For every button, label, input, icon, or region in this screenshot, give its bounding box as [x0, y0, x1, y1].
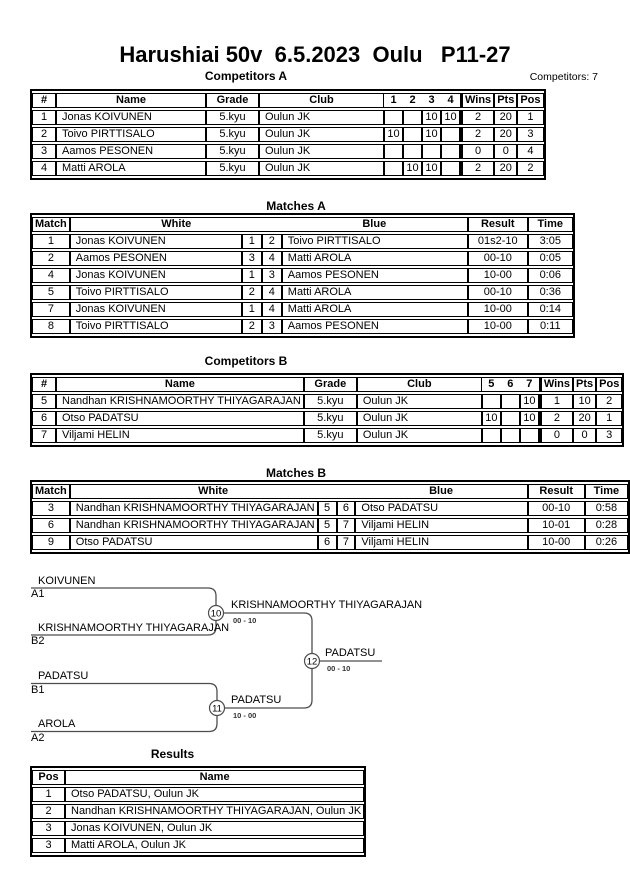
col-3: 3: [422, 93, 441, 108]
result-cell: 10: [520, 394, 539, 409]
result-pos: 3: [32, 821, 65, 836]
table-row: [32, 302, 573, 317]
matches-b-table: [30, 480, 630, 554]
col-pts: Pts: [573, 377, 596, 392]
col-pos: Pos: [517, 93, 543, 108]
col-name: Name: [56, 93, 206, 108]
result-name: Otso PADATSU, Oulun JK: [65, 787, 364, 802]
blue-name: Toivo PIRTTISALO: [282, 234, 468, 249]
competitor-number: 3: [32, 144, 56, 159]
pts-cell: 20: [573, 411, 596, 426]
table-row: [32, 838, 364, 853]
competitor-club: Oulun JK: [259, 127, 384, 142]
result-cell: 10: [422, 127, 441, 142]
pos-cell: 2: [517, 161, 543, 176]
pts-cell: 0: [573, 428, 596, 443]
match-score: 10 - 00: [233, 711, 257, 720]
match-number: 12: [306, 656, 318, 668]
competitor-grade: 5.kyu: [304, 428, 357, 443]
white-name: Jonas KOIVUNEN: [70, 234, 242, 249]
result-cell: 10: [441, 110, 460, 125]
pts-cell: 20: [494, 110, 517, 125]
blue-name: Aamos PESONEN: [282, 268, 468, 283]
white-name: Jonas KOIVUNEN: [70, 268, 242, 283]
competitors-count: Competitors: 7: [529, 71, 598, 83]
white-name: Toivo PIRTTISALO: [70, 319, 242, 334]
result-cell: 10: [384, 127, 403, 142]
match-number: 7: [32, 302, 70, 317]
wins-cell: 2: [460, 161, 494, 176]
blue-name: Viljami HELIN: [355, 535, 527, 550]
white-seed: 2: [242, 285, 262, 300]
blue-seed: 6: [337, 501, 356, 516]
table-row: [32, 127, 544, 142]
blue-name: Matti AROLA: [282, 302, 468, 317]
winner-name: KRISHNAMOORTHY THIYAGARAJAN: [231, 599, 423, 611]
result-pos: 2: [32, 804, 65, 819]
competitor-name: Aamos PESONEN: [56, 144, 206, 159]
pos-cell: 1: [517, 110, 543, 125]
competitors-b-table: [30, 373, 624, 447]
competitor-name: Toivo PIRTTISALO: [56, 127, 206, 142]
blue-name: Otso PADATSU: [355, 501, 527, 516]
white-name: Nandhan KRISHNAMOORTHY THIYAGARAJAN: [70, 518, 318, 533]
table-row: [32, 787, 364, 802]
competitor-number: 5: [32, 394, 56, 409]
col-name: Name: [56, 377, 304, 392]
match-result: 10-01: [528, 518, 585, 533]
col-pos: Pos: [596, 377, 622, 392]
elimination-bracket: [0, 566, 630, 752]
competitor-name: Viljami HELIN: [56, 428, 304, 443]
white-seed: 6: [318, 535, 337, 550]
white-seed: 1: [242, 268, 262, 283]
blue-seed: 4: [262, 302, 282, 317]
col-4: 4: [441, 93, 460, 108]
white-name: Toivo PIRTTISALO: [70, 285, 242, 300]
results-table: [30, 766, 366, 857]
table-row: [32, 319, 573, 334]
col-club: Club: [357, 377, 482, 392]
white-seed: 5: [318, 518, 337, 533]
result-cell: [384, 144, 403, 159]
col-blue: Blue: [355, 484, 527, 499]
header-row: [32, 377, 622, 392]
header-row: [32, 770, 364, 785]
match-time: 3:05: [528, 234, 573, 249]
result-cell: [384, 161, 403, 176]
table-row: [32, 110, 544, 125]
competitor-club: Oulun JK: [357, 428, 482, 443]
match-result: 01s2-10: [468, 234, 528, 249]
col-7: 7: [520, 377, 539, 392]
blue-seed: 3: [262, 319, 282, 334]
col-1: 1: [384, 93, 403, 108]
match-time: 0:06: [528, 268, 573, 283]
seed-tag: A2: [31, 732, 45, 744]
white-name: Jonas KOIVUNEN: [70, 302, 242, 317]
white-seed: 1: [242, 302, 262, 317]
white-seed: 3: [242, 251, 262, 266]
competitors-a-title: Competitors A: [204, 69, 288, 83]
pos-cell: 3: [517, 127, 543, 142]
match-result: 10-00: [528, 535, 585, 550]
col-grade: Grade: [206, 93, 259, 108]
seed-name: PADATSU: [38, 670, 89, 682]
result-cell: [422, 144, 441, 159]
result-cell: [441, 127, 460, 142]
col-wins: Wins: [539, 377, 573, 392]
match-number: 4: [32, 268, 70, 283]
header-row: [32, 217, 573, 232]
result-cell: 10: [422, 161, 441, 176]
page-title: Harushiai 50v 6.5.2023 Oulu P11-27: [119, 42, 511, 67]
match-time: 0:28: [585, 518, 628, 533]
match-result: 00-10: [468, 251, 528, 266]
competitor-name: Nandhan KRISHNAMOORTHY THIYAGARAJAN: [56, 394, 304, 409]
competitor-club: Oulun JK: [357, 411, 482, 426]
match-number: 6: [32, 518, 70, 533]
result-cell: [384, 110, 403, 125]
pts-cell: 0: [494, 144, 517, 159]
match-result: 00-10: [528, 501, 585, 516]
match-result: 00-10: [468, 285, 528, 300]
bracket-line-winner-1: [216, 613, 312, 661]
competitor-number: 2: [32, 127, 56, 142]
pts-cell: 20: [494, 161, 517, 176]
col-time: Time: [585, 484, 628, 499]
competitor-grade: 5.kyu: [206, 110, 259, 125]
winner-name: PADATSU: [325, 647, 376, 659]
pts-cell: 10: [573, 394, 596, 409]
results-title: Results: [150, 747, 195, 761]
blue-seed: 4: [262, 285, 282, 300]
competitor-number: 7: [32, 428, 56, 443]
result-cell: 10: [422, 110, 441, 125]
pos-cell: 1: [596, 411, 622, 426]
competitor-club: Oulun JK: [357, 394, 482, 409]
blue-seed: 3: [262, 268, 282, 283]
wins-cell: 0: [539, 428, 573, 443]
col-6: 6: [501, 377, 520, 392]
col-result: Result: [528, 484, 585, 499]
competitor-number: 1: [32, 110, 56, 125]
table-row: [32, 251, 573, 266]
white-name: Otso PADATSU: [70, 535, 318, 550]
match-result: 10-00: [468, 268, 528, 283]
result-cell: [482, 394, 501, 409]
competitor-club: Oulun JK: [259, 144, 384, 159]
col-grade: Grade: [304, 377, 357, 392]
table-row: [32, 501, 628, 516]
wins-cell: 2: [539, 411, 573, 426]
matches-a-table: [30, 213, 575, 338]
table-row: [32, 411, 622, 426]
table-row: [32, 234, 573, 249]
match-score: 00 - 10: [327, 664, 351, 673]
result-name: Jonas KOIVUNEN, Oulun JK: [65, 821, 364, 836]
table-row: [32, 144, 544, 159]
white-name: Aamos PESONEN: [70, 251, 242, 266]
competitor-grade: 5.kyu: [304, 411, 357, 426]
table-row: [32, 428, 622, 443]
competitor-club: Oulun JK: [259, 161, 384, 176]
col-wins: Wins: [460, 93, 494, 108]
result-cell: [501, 394, 520, 409]
competitors-a-table: [30, 89, 546, 180]
white-name: Nandhan KRISHNAMOORTHY THIYAGARAJAN: [70, 501, 318, 516]
match-number: 10: [210, 608, 222, 620]
col-result: Result: [468, 217, 528, 232]
blue-seed: 4: [262, 251, 282, 266]
competitors-b-title: Competitors B: [204, 354, 288, 368]
pos-cell: 4: [517, 144, 543, 159]
wins-cell: 2: [460, 110, 494, 125]
result-cell: 10: [482, 411, 501, 426]
result-name: Matti AROLA, Oulun JK: [65, 838, 364, 853]
competitor-grade: 5.kyu: [206, 144, 259, 159]
result-name: Nandhan KRISHNAMOORTHY THIYAGARAJAN, Oulun JK: [65, 804, 364, 819]
matches-a-title: Matches A: [266, 199, 326, 213]
blue-name: Matti AROLA: [282, 285, 468, 300]
blue-name: Viljami HELIN: [355, 518, 527, 533]
blue-seed: 7: [337, 518, 356, 533]
match-time: 0:14: [528, 302, 573, 317]
table-row: [32, 394, 622, 409]
match-number: 2: [32, 251, 70, 266]
pts-cell: 20: [494, 127, 517, 142]
seed-tag: B1: [31, 684, 45, 696]
competitor-grade: 5.kyu: [206, 127, 259, 142]
match-time: 0:11: [528, 319, 573, 334]
header-row: [32, 484, 628, 499]
result-cell: [520, 428, 539, 443]
blue-seed: 2: [262, 234, 282, 249]
wins-cell: 2: [460, 127, 494, 142]
result-cell: [403, 144, 422, 159]
table-row: [32, 268, 573, 283]
col-5: 5: [482, 377, 501, 392]
table-row: [32, 161, 544, 176]
match-result: 10-00: [468, 302, 528, 317]
wins-cell: 0: [460, 144, 494, 159]
seed-name: KOIVUNEN: [38, 575, 96, 587]
result-pos: 3: [32, 838, 65, 853]
result-cell: [501, 411, 520, 426]
col-time: Time: [528, 217, 573, 232]
white-seed: 1: [242, 234, 262, 249]
table-row: [32, 535, 628, 550]
blue-name: Matti AROLA: [282, 251, 468, 266]
competitor-name: Jonas KOIVUNEN: [56, 110, 206, 125]
match-time: 0:36: [528, 285, 573, 300]
result-cell: [482, 428, 501, 443]
table-row: [32, 285, 573, 300]
match-number: 9: [32, 535, 70, 550]
match-number: 11: [212, 703, 222, 715]
competitor-name: Matti AROLA: [56, 161, 206, 176]
competitor-grade: 5.kyu: [206, 161, 259, 176]
col-white: White: [70, 484, 356, 499]
match-time: 0:26: [585, 535, 628, 550]
col-blue: Blue: [282, 217, 468, 232]
competitor-number: 4: [32, 161, 56, 176]
result-pos: 1: [32, 787, 65, 802]
pos-cell: 2: [596, 394, 622, 409]
result-cell: [441, 144, 460, 159]
blue-name: Aamos PESONEN: [282, 319, 468, 334]
match-time: 0:58: [585, 501, 628, 516]
match-result: 10-00: [468, 319, 528, 334]
match-number: 3: [32, 501, 70, 516]
result-cell: 10: [520, 411, 539, 426]
match-number: 1: [32, 234, 70, 249]
seed-name: AROLA: [38, 718, 76, 730]
col-name: Name: [65, 770, 364, 785]
competitor-grade: 5.kyu: [304, 394, 357, 409]
result-cell: [501, 428, 520, 443]
competitor-club: Oulun JK: [259, 110, 384, 125]
match-number: 8: [32, 319, 70, 334]
col-num: #: [32, 93, 56, 108]
result-cell: [441, 161, 460, 176]
col-white: White: [70, 217, 282, 232]
result-cell: [403, 127, 422, 142]
match-number: 5: [32, 285, 70, 300]
white-seed: 2: [242, 319, 262, 334]
blue-seed: 7: [337, 535, 356, 550]
result-cell: [403, 110, 422, 125]
competitor-number: 6: [32, 411, 56, 426]
col-match: Match: [32, 484, 70, 499]
col-match: Match: [32, 217, 70, 232]
col-pos: Pos: [32, 770, 65, 785]
seed-tag: A1: [31, 588, 45, 600]
match-score: 00 - 10: [233, 616, 257, 625]
col-num: #: [32, 377, 56, 392]
col-2: 2: [403, 93, 422, 108]
pos-cell: 3: [596, 428, 622, 443]
matches-b-title: Matches B: [265, 466, 327, 480]
col-pts: Pts: [494, 93, 517, 108]
table-row: [32, 518, 628, 533]
header-row: [32, 93, 544, 108]
col-club: Club: [259, 93, 384, 108]
match-time: 0:05: [528, 251, 573, 266]
competitor-name: Otso PADATSU: [56, 411, 304, 426]
result-cell: 10: [403, 161, 422, 176]
winner-name: PADATSU: [231, 694, 282, 706]
wins-cell: 1: [539, 394, 573, 409]
seed-name: KRISHNAMOORTHY THIYAGARAJAN: [38, 622, 230, 634]
table-row: [32, 821, 364, 836]
seed-tag: B2: [31, 635, 45, 647]
table-row: [32, 804, 364, 819]
white-seed: 5: [318, 501, 337, 516]
